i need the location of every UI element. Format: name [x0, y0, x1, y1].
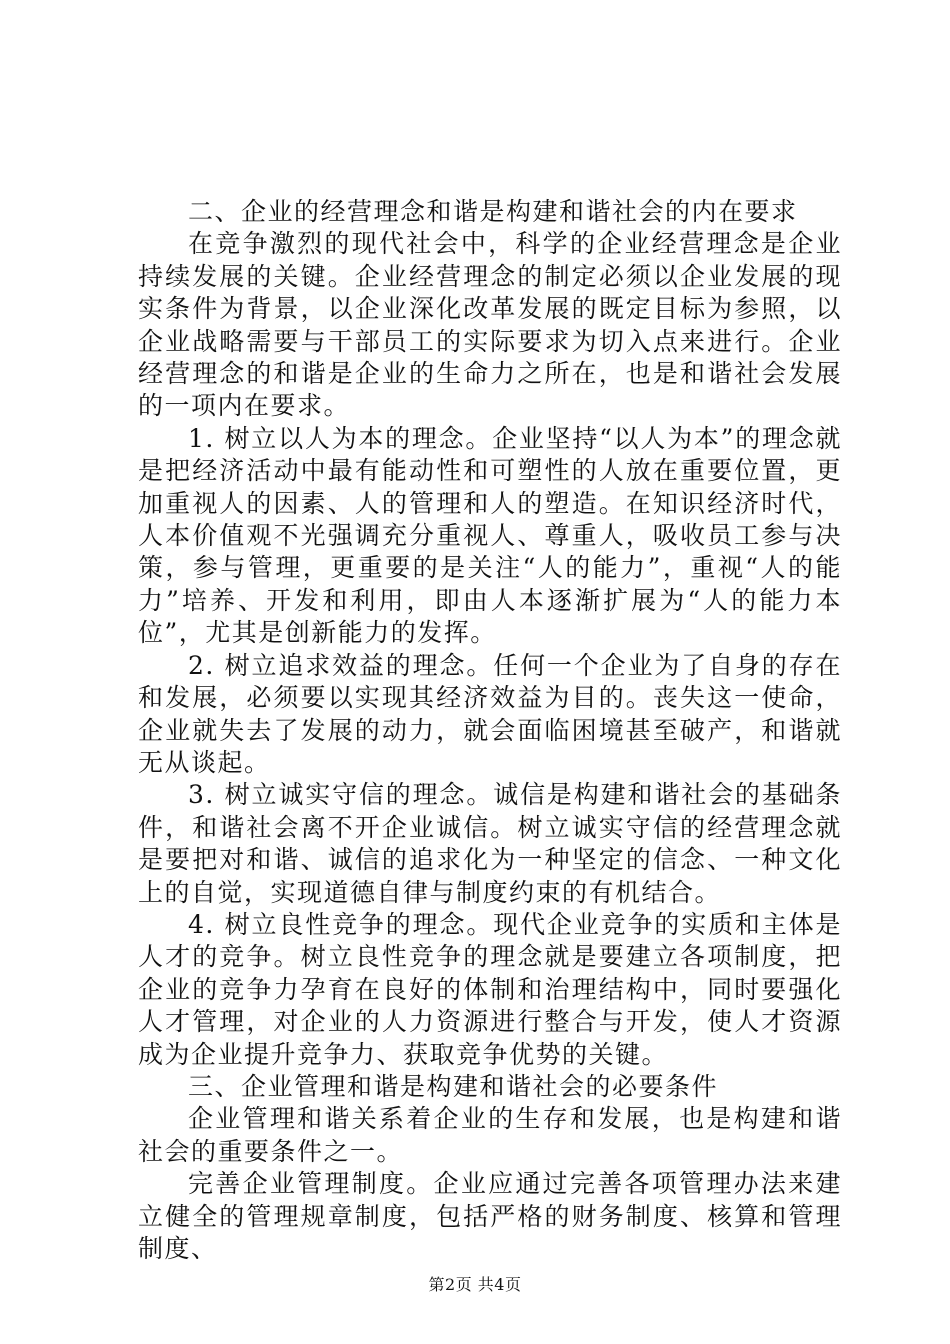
page-footer	[0, 1275, 950, 1295]
section-heading-2: 二、企业的经营理念和谐是构建和谐社会的内在要求	[188, 197, 798, 226]
paragraph-item-2: 2. 树立追求效益的理念。任何一个企业为了自身的存在和发展，必须要以实现其经济效益为目的。丧失这一使命，企业就失去了发展的动力，就会面临困境甚至破产，和谐就无从谈起。	[138, 650, 842, 777]
page-indicator: 第2页 共4页	[428, 1275, 522, 1294]
section-heading-3: 三、企业管理和谐是构建和谐社会的必要条件	[188, 1071, 719, 1101]
paragraph-item-1: 1. 树立以人为本的理念。企业坚持“以人为本”的理念就是把经济活动中最有能动性和可塑性的人放在重要位置，更加重视人的因素、人的管理和人的塑造。在知识经济时代，人本价值观不光强调充分重视人、尊重人，吸收员工参与决策，参与管理，更重要的是关注“人的能力”，重视“人的能力”培养、开发和利用，即由人本逐渐扩展为“人的能力本位”，尤其是创新能力的发挥。	[138, 423, 842, 648]
paragraph-item-3: 3. 树立诚实守信的理念。诚信是构建和谐社会的基础条件，和谐社会离不开企业诚信。树立诚实守信的经营理念就是要把对和谐、诚信的追求化为一种坚定的信念、一种文化上的自觉，实现道德自律与制度约束的有机结合。	[138, 780, 842, 907]
paragraph-management-system: 完善企业管理制度。企业应通过完善各项管理办法来建立健全的管理规章制度，包括严格的财务制度、核算和管理制度、	[138, 1169, 842, 1263]
paragraph-management-intro: 企业管理和谐关系着企业的生存和发展，也是构建和谐社会的重要条件之一。	[138, 1104, 842, 1166]
document-body	[138, 196, 842, 1265]
paragraph-intro: 在竞争激烈的现代社会中，科学的企业经营理念是企业持续发展的关键。企业经营理念的制定必须以企业发展的现实条件为背景，以企业深化改革发展的既定目标为参照，以企业战略需要与干部员工的实际要求为切入点来进行。企业经营理念的和谐是企业的生命力之所在，也是和谐社会发展的一项内在要求。	[138, 229, 842, 421]
paragraph-item-4: 4. 树立良性竞争的理念。现代企业竞争的实质和主体是人才的竞争。树立良性竞争的理念就是要建立各项制度，把企业的竞争力孕育在良好的体制和治理结构中，同时要强化人才管理，对企业的人力资源进行整合与开发，使人才资源成为企业提升竞争力、获取竞争优势的关键。	[138, 909, 842, 1069]
